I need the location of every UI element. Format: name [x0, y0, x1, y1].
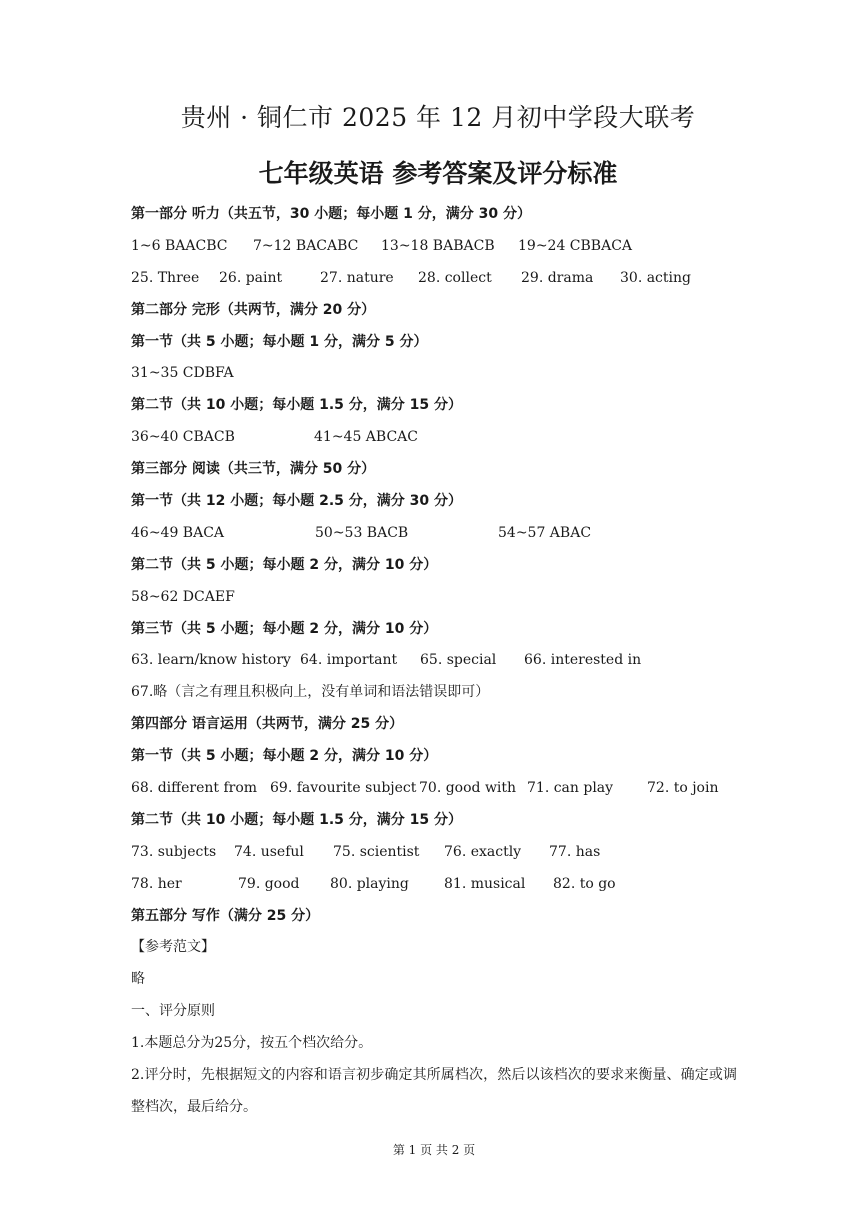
part2-section1-answers: 31~35 CDBFA — [131, 365, 234, 382]
part1-heading: 第一部分 听力（共五节，30 小题；每小题 1 分，满分 30 分） — [131, 206, 531, 222]
part3-section2-answers: 58~62 DCAEF — [131, 588, 235, 605]
answer-item: 27. nature — [320, 269, 394, 286]
answer-item: 81. musical — [444, 875, 526, 892]
part2-heading: 第二部分 完形（共两节，满分 20 分） — [131, 301, 376, 318]
answer-content — [131, 199, 741, 1124]
answer-item: 80. playing — [330, 875, 409, 892]
page-number: 第 1 页 共 2 页 — [392, 1143, 476, 1157]
answer-item: 26. paint — [219, 269, 283, 286]
answer-group: 19~24 CBBACA — [518, 237, 633, 254]
part3-section3-note: 67.略（言之有理且积极向上，没有单词和语法错误即可） — [131, 684, 490, 701]
answer-item: 63. learn/know history — [131, 652, 291, 669]
rule-1: 1.本题总分为25分，按五个档次给分。 — [131, 1035, 373, 1052]
principle-heading: 一、评分原则 — [131, 1003, 215, 1020]
part4-section1-heading: 第一节（共 5 小题；每小题 2 分，满分 10 分） — [131, 748, 438, 765]
part4-section2-answers-row1 — [131, 837, 741, 869]
part1-answers-row1 — [131, 231, 741, 263]
answer-item: 70. good with — [419, 780, 517, 797]
answer-item: 82. to go — [553, 875, 616, 892]
answer-item: 74. useful — [234, 843, 304, 860]
answer-item: 78. her — [131, 875, 182, 892]
answer-item: 64. important — [300, 652, 398, 669]
part3-section1-answers — [131, 518, 741, 550]
part3-heading: 第三部分 阅读（共三节，满分 50 分） — [131, 461, 376, 478]
answer-item: 75. scientist — [333, 843, 420, 860]
answer-item: 28. collect — [418, 269, 492, 286]
part4-heading: 第四部分 语言运用（共两节，满分 25 分） — [131, 716, 404, 733]
part3-section3-heading: 第三节（共 5 小题；每小题 2 分，满分 10 分） — [131, 620, 438, 637]
answer-item: 72. to join — [647, 780, 719, 797]
answer-group: 36~40 CBACB — [131, 429, 235, 446]
sample-text: 略 — [131, 971, 145, 988]
part5-heading: 第五部分 写作（满分 25 分） — [131, 907, 320, 924]
part4-section1-answers — [131, 773, 741, 805]
part2-section2-answers — [131, 422, 741, 454]
answer-group: 1~6 BAACBC — [131, 237, 228, 254]
part2-section2-heading: 第二节（共 10 小题；每小题 1.5 分，满分 15 分） — [131, 397, 463, 414]
answer-group: 41~45 ABCAC — [314, 429, 419, 446]
answer-item: 71. can play — [527, 780, 614, 797]
answer-group: 13~18 BABACB — [381, 237, 495, 254]
answer-item: 76. exactly — [444, 843, 522, 860]
answer-item: 73. subjects — [131, 843, 217, 860]
part4-section2-answers-row2 — [131, 869, 741, 901]
sample-heading: 【参考范文】 — [131, 939, 215, 956]
answer-item: 30. acting — [620, 269, 691, 286]
answer-group: 50~53 BACB — [315, 524, 409, 541]
answer-group: 54~57 ABAC — [498, 524, 592, 541]
answer-item: 25. Three — [131, 269, 200, 286]
part1-answers-row2 — [131, 263, 741, 295]
answer-item: 65. special — [420, 652, 497, 669]
part3-section2-heading: 第二节（共 5 小题；每小题 2 分，满分 10 分） — [131, 556, 438, 573]
document-subtitle: 七年级英语 参考答案及评分标准 — [258, 159, 618, 188]
answer-item: 68. different from — [131, 780, 258, 797]
part3-section1-heading: 第一节（共 12 小题；每小题 2.5 分，满分 30 分） — [131, 493, 463, 510]
answer-item: 66. interested in — [524, 652, 642, 669]
answer-group: 46~49 BACA — [131, 524, 225, 541]
answer-item: 79. good — [238, 875, 300, 892]
answer-item: 77. has — [549, 843, 601, 860]
rule-2: 2.评分时，先根据短文的内容和语言初步确定其所属档次，然后以该档次的要求来衡量、确定或调整档次，最后给分。 — [131, 1067, 737, 1115]
answer-item: 69. favourite subject — [270, 780, 417, 797]
part2-section1-heading: 第一节（共 5 小题；每小题 1 分，满分 5 分） — [131, 333, 428, 350]
answer-group: 7~12 BACABC — [253, 237, 359, 254]
document-title: 贵州 · 铜仁市 2025 年 12 月初中学段大联考 — [180, 103, 696, 132]
part4-section2-heading: 第二节（共 10 小题；每小题 1.5 分，满分 15 分） — [131, 811, 463, 828]
answer-item: 29. drama — [521, 269, 594, 286]
part3-section3-answers — [131, 645, 741, 677]
